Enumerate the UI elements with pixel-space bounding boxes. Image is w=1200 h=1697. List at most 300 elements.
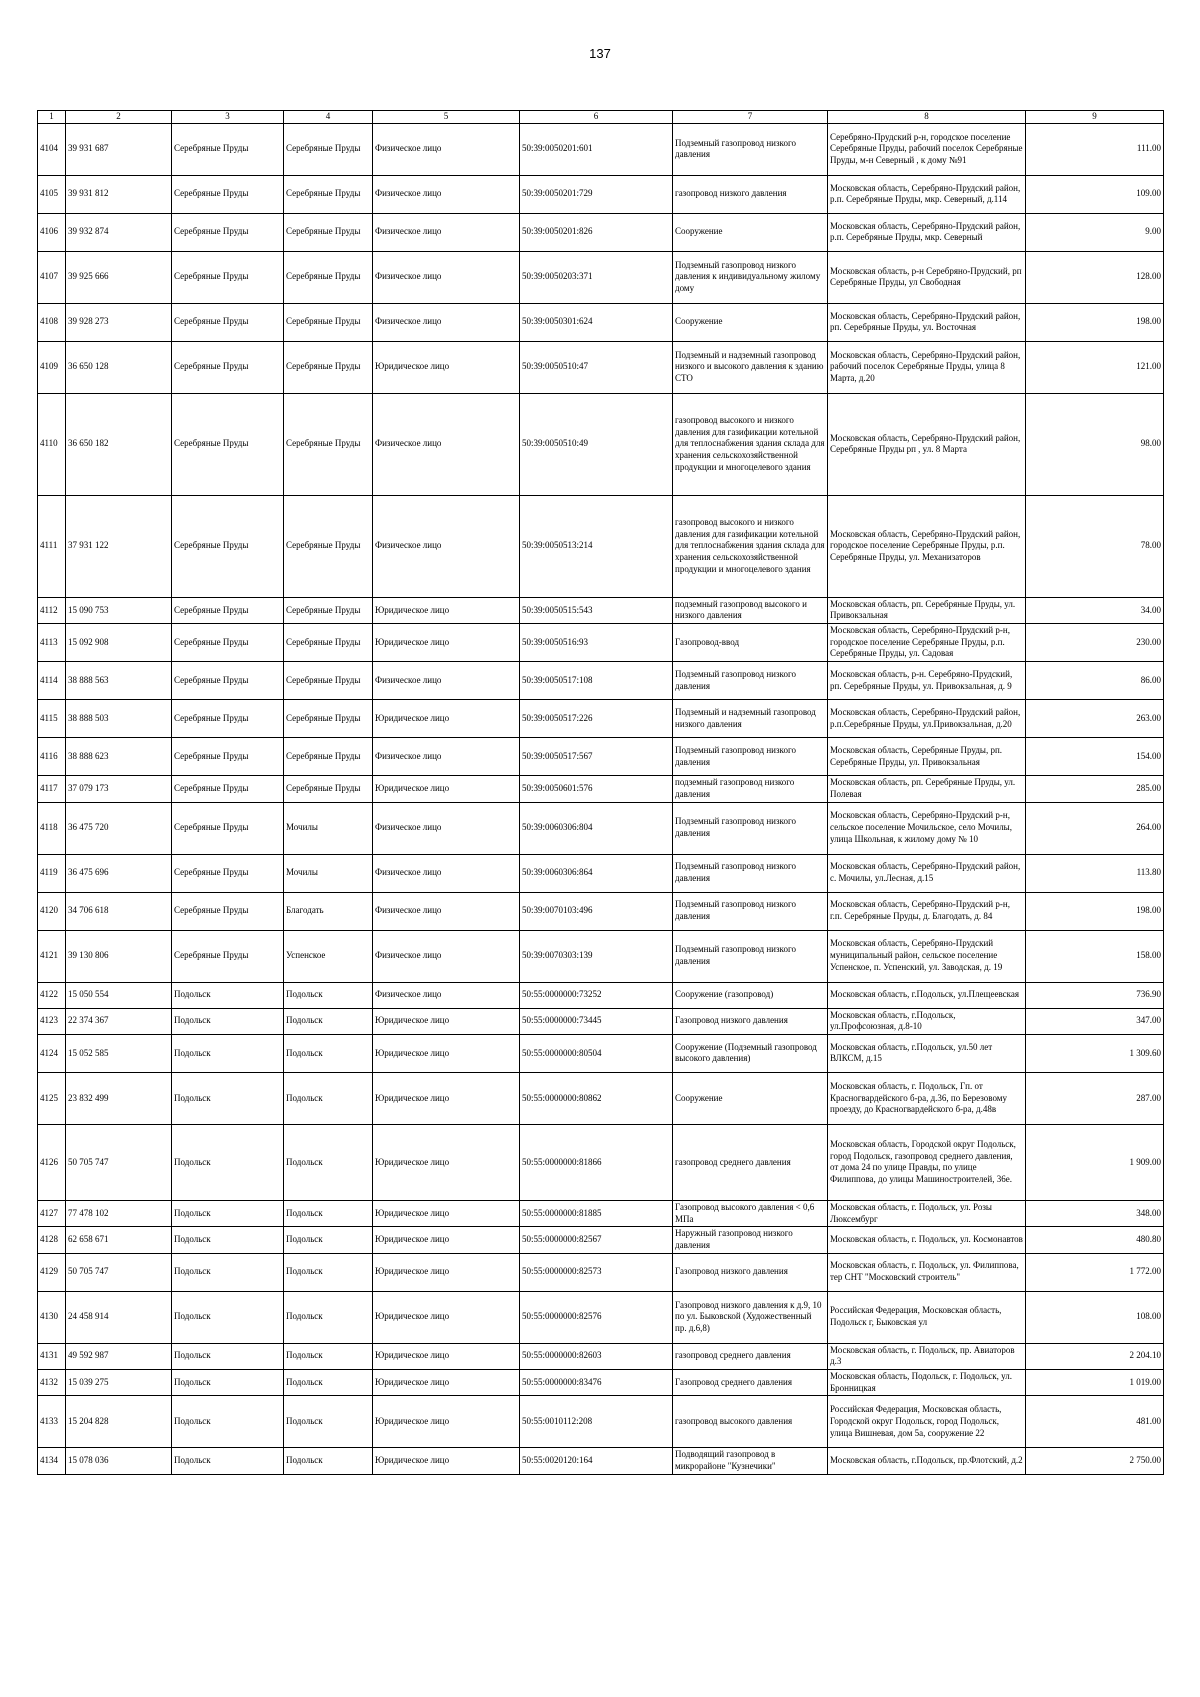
cadastral-number-cell: 50:39:0050601:576 (520, 776, 673, 802)
table-row (38, 1072, 1164, 1124)
object-description-cell: газопровод низкого давления (673, 175, 828, 213)
owner-type-cell: Юридическое лицо (373, 624, 520, 662)
length-cell: 78.00 (1026, 495, 1164, 597)
settlement-cell: Подольск (284, 1124, 373, 1200)
table-row (38, 1291, 1164, 1343)
cadastral-number-cell: 50:55:0000000:82603 (520, 1343, 673, 1369)
length-cell: 1 772.00 (1026, 1253, 1164, 1291)
object-code-cell: 15 204 828 (66, 1396, 172, 1448)
cadastral-number-cell: 50:55:0000000:80862 (520, 1072, 673, 1124)
object-description-cell: Подземный и надземный газопровод низкого и высокого давления к зданию СТО (673, 341, 828, 393)
district-cell: Серебряные Пруды (172, 854, 284, 892)
table-row (38, 624, 1164, 662)
cadastral-number-cell: 50:55:0020120:164 (520, 1448, 673, 1474)
length-cell: 1 909.00 (1026, 1124, 1164, 1200)
district-cell: Серебряные Пруды (172, 597, 284, 623)
district-cell: Подольск (172, 1370, 284, 1396)
owner-type-cell: Физическое лицо (373, 495, 520, 597)
address-cell: Московская область, г. Подольск, ул. Филиппова, тер СНТ "Московский строитель" (828, 1253, 1026, 1291)
settlement-cell: Успенское (284, 930, 373, 982)
object-description-cell: Газопровод высокого давления < 0,6 МПа (673, 1200, 828, 1226)
cadastral-number-cell: 50:39:0050510:49 (520, 393, 673, 495)
address-cell: Российская Федерация, Московская область, Подольск г, Быковская ул (828, 1291, 1026, 1343)
table-row (38, 1370, 1164, 1396)
column-header: 6 (520, 111, 673, 124)
settlement-cell: Серебряные Пруды (284, 700, 373, 738)
settlement-cell: Серебряные Пруды (284, 175, 373, 213)
address-cell: Московская область, Городской округ Подольск, город Подольск, газопровод среднего давления, от дома 24 по улице Правды, по улице Филиппова, до улицы Машиностроителей, 36е. (828, 1124, 1026, 1200)
object-code-cell: 34 706 618 (66, 892, 172, 930)
object-code-cell: 15 090 753 (66, 597, 172, 623)
object-description-cell: Подземный газопровод низкого давления (673, 662, 828, 700)
object-description-cell: Подземный газопровод низкого давления (673, 930, 828, 982)
cadastral-number-cell: 50:39:0050515:543 (520, 597, 673, 623)
object-description-cell: Сооружение (673, 1072, 828, 1124)
length-cell: 285.00 (1026, 776, 1164, 802)
length-cell: 34.00 (1026, 597, 1164, 623)
table-row (38, 1034, 1164, 1072)
object-code-cell: 15 050 554 (66, 982, 172, 1008)
column-header: 3 (172, 111, 284, 124)
object-code-cell: 38 888 623 (66, 738, 172, 776)
table-row (38, 776, 1164, 802)
object-code-cell: 39 931 812 (66, 175, 172, 213)
owner-type-cell: Юридическое лицо (373, 1008, 520, 1034)
row-number-cell: 4132 (38, 1370, 66, 1396)
cadastral-number-cell: 50:55:0000000:82567 (520, 1227, 673, 1253)
owner-type-cell: Юридическое лицо (373, 1124, 520, 1200)
table-row (38, 700, 1164, 738)
table-row (38, 1448, 1164, 1474)
settlement-cell: Благодать (284, 892, 373, 930)
cadastral-number-cell: 50:39:0050517:567 (520, 738, 673, 776)
district-cell: Серебряные Пруды (172, 393, 284, 495)
settlement-cell: Серебряные Пруды (284, 251, 373, 303)
district-cell: Серебряные Пруды (172, 495, 284, 597)
address-cell: Московская область, Подольск, г. Подольск, ул. Бронницкая (828, 1370, 1026, 1396)
object-description-cell: газопровод высокого и низкого давления для газификации котельной для теплоснабжения здания склада для хранения сельскохозяйственной продукции и многоцелевого здания (673, 393, 828, 495)
object-description-cell: Подземный газопровод низкого давления к индивидуальному жилому дому (673, 251, 828, 303)
table-row (38, 393, 1164, 495)
object-code-cell: 37 079 173 (66, 776, 172, 802)
column-header: 1 (38, 111, 66, 124)
owner-type-cell: Физическое лицо (373, 892, 520, 930)
row-number-cell: 4116 (38, 738, 66, 776)
cadastral-number-cell: 50:39:0050517:226 (520, 700, 673, 738)
row-number-cell: 4112 (38, 597, 66, 623)
column-header: 7 (673, 111, 828, 124)
settlement-cell: Серебряные Пруды (284, 393, 373, 495)
length-cell: 480.80 (1026, 1227, 1164, 1253)
object-code-cell: 37 931 122 (66, 495, 172, 597)
cadastral-number-cell: 50:39:0050516:93 (520, 624, 673, 662)
owner-type-cell: Физическое лицо (373, 738, 520, 776)
object-code-cell: 50 705 747 (66, 1253, 172, 1291)
cadastral-number-cell: 50:55:0000000:81885 (520, 1200, 673, 1226)
owner-type-cell: Юридическое лицо (373, 1227, 520, 1253)
district-cell: Серебряные Пруды (172, 213, 284, 251)
table-row (38, 341, 1164, 393)
object-code-cell: 15 052 585 (66, 1034, 172, 1072)
cadastral-number-cell: 50:39:0050201:729 (520, 175, 673, 213)
row-number-cell: 4128 (38, 1227, 66, 1253)
length-cell: 128.00 (1026, 251, 1164, 303)
object-code-cell: 39 130 806 (66, 930, 172, 982)
length-cell: 98.00 (1026, 393, 1164, 495)
address-cell: Московская область, Серебряно-Прудский район, рп. Серебряные Пруды, ул. Восточная (828, 303, 1026, 341)
object-code-cell: 77 478 102 (66, 1200, 172, 1226)
page-number: 137 (589, 46, 611, 61)
object-description-cell: Подземный газопровод низкого давления (673, 854, 828, 892)
length-cell: 113.80 (1026, 854, 1164, 892)
address-cell: Московская область, Серебряно-Прудский район, р.п.Серебряные Пруды, ул.Привокзальная, д.20 (828, 700, 1026, 738)
owner-type-cell: Физическое лицо (373, 251, 520, 303)
address-cell: Московская область, Серебряно-Прудский район, с. Мочилы, ул.Лесная, д.15 (828, 854, 1026, 892)
column-header: 5 (373, 111, 520, 124)
row-number-cell: 4131 (38, 1343, 66, 1369)
district-cell: Подольск (172, 1034, 284, 1072)
settlement-cell: Подольск (284, 1072, 373, 1124)
object-description-cell: Газопровод низкого давления к д.9, 10 по ул. Быковской (Художественный пр. д.6,8) (673, 1291, 828, 1343)
object-description-cell: Сооружение (673, 303, 828, 341)
settlement-cell: Подольск (284, 1008, 373, 1034)
district-cell: Подольск (172, 1227, 284, 1253)
object-code-cell: 23 832 499 (66, 1072, 172, 1124)
object-description-cell: Сооружение (673, 213, 828, 251)
owner-type-cell: Физическое лицо (373, 854, 520, 892)
cadastral-number-cell: 50:39:0060306:804 (520, 802, 673, 854)
table-row (38, 597, 1164, 623)
object-code-cell: 15 039 275 (66, 1370, 172, 1396)
object-description-cell: Подземный газопровод низкого давления (673, 738, 828, 776)
district-cell: Серебряные Пруды (172, 776, 284, 802)
object-description-cell: газопровод среднего давления (673, 1124, 828, 1200)
owner-type-cell: Юридическое лицо (373, 1034, 520, 1072)
owner-type-cell: Юридическое лицо (373, 776, 520, 802)
row-number-cell: 4122 (38, 982, 66, 1008)
length-cell: 348.00 (1026, 1200, 1164, 1226)
row-number-cell: 4126 (38, 1124, 66, 1200)
table-row (38, 892, 1164, 930)
table-row (38, 1200, 1164, 1226)
settlement-cell: Мочилы (284, 802, 373, 854)
address-cell: Московская область, Серебряно-Прудский район, городское поселение Серебряные Пруды, р.п. Серебряные Пруды, ул. Механизаторов (828, 495, 1026, 597)
object-code-cell: 39 925 666 (66, 251, 172, 303)
object-code-cell: 15 078 036 (66, 1448, 172, 1474)
district-cell: Серебряные Пруды (172, 175, 284, 213)
length-cell: 2 750.00 (1026, 1448, 1164, 1474)
cadastral-number-cell: 50:39:0050203:371 (520, 251, 673, 303)
owner-type-cell: Юридическое лицо (373, 1370, 520, 1396)
object-code-cell: 36 475 696 (66, 854, 172, 892)
table-row (38, 854, 1164, 892)
district-cell: Подольск (172, 1291, 284, 1343)
owner-type-cell: Юридическое лицо (373, 1396, 520, 1448)
object-description-cell: Подземный газопровод низкого давления (673, 802, 828, 854)
owner-type-cell: Юридическое лицо (373, 341, 520, 393)
row-number-cell: 4117 (38, 776, 66, 802)
length-cell: 2 204.10 (1026, 1343, 1164, 1369)
object-code-cell: 38 888 503 (66, 700, 172, 738)
row-number-cell: 4127 (38, 1200, 66, 1226)
settlement-cell: Подольск (284, 1253, 373, 1291)
settlement-cell: Серебряные Пруды (284, 776, 373, 802)
length-cell: 736.90 (1026, 982, 1164, 1008)
settlement-cell: Подольск (284, 1200, 373, 1226)
length-cell: 347.00 (1026, 1008, 1164, 1034)
address-cell: Серебряно-Прудский р-н, городское поселение Серебряные Пруды, рабочий поселок Серебряные Пруды, м-н Северный , к дому №91 (828, 123, 1026, 175)
district-cell: Подольск (172, 1253, 284, 1291)
district-cell: Серебряные Пруды (172, 251, 284, 303)
address-cell: Московская область, Серебряно-Прудский район, р.п. Серебряные Пруды, мкр. Северный (828, 213, 1026, 251)
cadastral-number-cell: 50:55:0000000:82573 (520, 1253, 673, 1291)
object-code-cell: 24 458 914 (66, 1291, 172, 1343)
settlement-cell: Серебряные Пруды (284, 303, 373, 341)
object-description-cell: Газопровод среднего давления (673, 1370, 828, 1396)
district-cell: Серебряные Пруды (172, 303, 284, 341)
table-row (38, 495, 1164, 597)
object-description-cell: Подводящий газопровод в микрорайоне "Кузнечики" (673, 1448, 828, 1474)
table-row (38, 1396, 1164, 1448)
table-row (38, 802, 1164, 854)
cadastral-number-cell: 50:39:0050510:47 (520, 341, 673, 393)
settlement-cell: Серебряные Пруды (284, 662, 373, 700)
cadastral-number-cell: 50:39:0050513:214 (520, 495, 673, 597)
length-cell: 230.00 (1026, 624, 1164, 662)
table-row (38, 213, 1164, 251)
length-cell: 158.00 (1026, 930, 1164, 982)
settlement-cell: Подольск (284, 1370, 373, 1396)
cadastral-number-cell: 50:39:0060306:864 (520, 854, 673, 892)
district-cell: Серебряные Пруды (172, 700, 284, 738)
district-cell: Серебряные Пруды (172, 662, 284, 700)
owner-type-cell: Физическое лицо (373, 802, 520, 854)
object-description-cell: Газопровод низкого давления (673, 1008, 828, 1034)
cadastral-number-cell: 50:39:0070303:139 (520, 930, 673, 982)
object-description-cell: подземный газопровод низкого давления (673, 776, 828, 802)
header-row (38, 111, 1164, 124)
row-number-cell: 4109 (38, 341, 66, 393)
row-number-cell: 4134 (38, 1448, 66, 1474)
cadastral-number-cell: 50:39:0050201:826 (520, 213, 673, 251)
cadastral-number-cell: 50:55:0010112:208 (520, 1396, 673, 1448)
object-code-cell: 62 658 671 (66, 1227, 172, 1253)
district-cell: Серебряные Пруды (172, 738, 284, 776)
district-cell: Серебряные Пруды (172, 930, 284, 982)
length-cell: 154.00 (1026, 738, 1164, 776)
table-row (38, 982, 1164, 1008)
length-cell: 86.00 (1026, 662, 1164, 700)
address-cell: Московская область, рп. Серебряные Пруды, ул. Привокзальная (828, 597, 1026, 623)
settlement-cell: Мочилы (284, 854, 373, 892)
column-header: 2 (66, 111, 172, 124)
row-number-cell: 4108 (38, 303, 66, 341)
column-header: 8 (828, 111, 1026, 124)
object-code-cell: 39 932 874 (66, 213, 172, 251)
table-row (38, 1227, 1164, 1253)
owner-type-cell: Физическое лицо (373, 930, 520, 982)
length-cell: 287.00 (1026, 1072, 1164, 1124)
address-cell: Московская область, рп. Серебряные Пруды, ул. Полевая (828, 776, 1026, 802)
table-row (38, 123, 1164, 175)
object-description-cell: газопровод среднего давления (673, 1343, 828, 1369)
length-cell: 1 019.00 (1026, 1370, 1164, 1396)
object-code-cell: 39 928 273 (66, 303, 172, 341)
object-description-cell: Сооружение (Подземный газопровод высокого давления) (673, 1034, 828, 1072)
column-header: 9 (1026, 111, 1164, 124)
address-cell: Московская область, Серебряно-Прудский район, р.п. Серебряные Пруды, мкр. Северный, д.114 (828, 175, 1026, 213)
row-number-cell: 4113 (38, 624, 66, 662)
row-number-cell: 4110 (38, 393, 66, 495)
table-header (38, 111, 1164, 124)
address-cell: Московская область, г.Подольск, пр.Флотский, д.2 (828, 1448, 1026, 1474)
row-number-cell: 4115 (38, 700, 66, 738)
length-cell: 264.00 (1026, 802, 1164, 854)
address-cell: Московская область, Серебряно-Прудский район, рабочий поселок Серебряные Пруды, улица 8 Марта, д.20 (828, 341, 1026, 393)
cadastral-number-cell: 50:55:0000000:83476 (520, 1370, 673, 1396)
owner-type-cell: Физическое лицо (373, 303, 520, 341)
settlement-cell: Серебряные Пруды (284, 495, 373, 597)
owner-type-cell: Физическое лицо (373, 213, 520, 251)
settlement-cell: Серебряные Пруды (284, 341, 373, 393)
table-row (38, 662, 1164, 700)
object-code-cell: 36 650 128 (66, 341, 172, 393)
address-cell: Московская область, г.Подольск, ул.Плещеевская (828, 982, 1026, 1008)
object-description-cell: Наружный газопровод низкого давления (673, 1227, 828, 1253)
settlement-cell: Серебряные Пруды (284, 624, 373, 662)
district-cell: Подольск (172, 1008, 284, 1034)
object-description-cell: подземный газопровод высокого и низкого давления (673, 597, 828, 623)
length-cell: 111.00 (1026, 123, 1164, 175)
address-cell: Московская область, г. Подольск, ул. Розы Люксембург (828, 1200, 1026, 1226)
district-cell: Серебряные Пруды (172, 341, 284, 393)
cadastral-number-cell: 50:55:0000000:73445 (520, 1008, 673, 1034)
address-cell: Московская область, Серебряные Пруды, рп. Серебряные Пруды, ул. Привокзальная (828, 738, 1026, 776)
owner-type-cell: Физическое лицо (373, 393, 520, 495)
cadastral-number-cell: 50:39:0050301:624 (520, 303, 673, 341)
owner-type-cell: Юридическое лицо (373, 1343, 520, 1369)
owner-type-cell: Физическое лицо (373, 982, 520, 1008)
row-number-cell: 4118 (38, 802, 66, 854)
settlement-cell: Серебряные Пруды (284, 123, 373, 175)
settlement-cell: Подольск (284, 1396, 373, 1448)
address-cell: Московская область, Серебряно-Прудский р-н, сельское поселение Мочильское, село Мочилы, улица Школьная, к жилому дому № 10 (828, 802, 1026, 854)
owner-type-cell: Юридическое лицо (373, 1448, 520, 1474)
length-cell: 198.00 (1026, 303, 1164, 341)
length-cell: 198.00 (1026, 892, 1164, 930)
district-cell: Подольск (172, 1343, 284, 1369)
table-body (38, 123, 1164, 1474)
address-cell: Московская область, г. Подольск, пр. Авиаторов д.3 (828, 1343, 1026, 1369)
district-cell: Серебряные Пруды (172, 624, 284, 662)
object-code-cell: 39 931 687 (66, 123, 172, 175)
table-row (38, 1343, 1164, 1369)
length-cell: 109.00 (1026, 175, 1164, 213)
table-row (38, 1253, 1164, 1291)
address-cell: Московская область, р-н Серебряно-Прудский, рп Серебряные Пруды, ул Свободная (828, 251, 1026, 303)
table-row (38, 1008, 1164, 1034)
owner-type-cell: Физическое лицо (373, 662, 520, 700)
cadastral-number-cell: 50:55:0000000:82576 (520, 1291, 673, 1343)
address-cell: Московская область, Серебряно-Прудский район, Серебряные Пруды рп , ул. 8 Марта (828, 393, 1026, 495)
table-row (38, 175, 1164, 213)
owner-type-cell: Физическое лицо (373, 123, 520, 175)
settlement-cell: Подольск (284, 1343, 373, 1369)
column-header: 4 (284, 111, 373, 124)
table-row (38, 251, 1164, 303)
length-cell: 1 309.60 (1026, 1034, 1164, 1072)
settlement-cell: Серебряные Пруды (284, 213, 373, 251)
address-cell: Московская область, г.Подольск, ул.Профсоюзная, д.8-10 (828, 1008, 1026, 1034)
owner-type-cell: Юридическое лицо (373, 1072, 520, 1124)
district-cell: Серебряные Пруды (172, 802, 284, 854)
settlement-cell: Подольск (284, 1227, 373, 1253)
length-cell: 263.00 (1026, 700, 1164, 738)
owner-type-cell: Юридическое лицо (373, 700, 520, 738)
settlement-cell: Серебряные Пруды (284, 738, 373, 776)
object-code-cell: 15 092 908 (66, 624, 172, 662)
district-cell: Подольск (172, 1200, 284, 1226)
address-cell: Московская область, Серебряно-Прудский р-н, городское поселение Серебряные Пруды, р.п. Серебряные Пруды, ул. Садовая (828, 624, 1026, 662)
row-number-cell: 4130 (38, 1291, 66, 1343)
object-description-cell: Подземный и надземный газопровод низкого давления (673, 700, 828, 738)
object-description-cell: Подземный газопровод низкого давления (673, 892, 828, 930)
row-number-cell: 4133 (38, 1396, 66, 1448)
row-number-cell: 4111 (38, 495, 66, 597)
settlement-cell: Серебряные Пруды (284, 597, 373, 623)
cadastral-number-cell: 50:39:0050517:108 (520, 662, 673, 700)
owner-type-cell: Юридическое лицо (373, 1291, 520, 1343)
row-number-cell: 4123 (38, 1008, 66, 1034)
owner-type-cell: Юридическое лицо (373, 597, 520, 623)
row-number-cell: 4124 (38, 1034, 66, 1072)
address-cell: Московская область, г. Подольск, Гп. от Красногвардейского б-ра, д.36, по Березовому проезду, до Красногвардейского б-ра, д.48в (828, 1072, 1026, 1124)
district-cell: Подольск (172, 1072, 284, 1124)
address-cell: Российская Федерация, Московская область, Городской округ Подольск, город Подольск, улица Вишневая, дом 5а, сооружение 22 (828, 1396, 1026, 1448)
table-row (38, 1124, 1164, 1200)
length-cell: 108.00 (1026, 1291, 1164, 1343)
address-cell: Московская область, г.Подольск, ул.50 лет ВЛКСМ, д.15 (828, 1034, 1026, 1072)
row-number-cell: 4106 (38, 213, 66, 251)
length-cell: 121.00 (1026, 341, 1164, 393)
object-code-cell: 36 650 182 (66, 393, 172, 495)
cadastral-number-cell: 50:39:0070103:496 (520, 892, 673, 930)
object-code-cell: 38 888 563 (66, 662, 172, 700)
cadastral-number-cell: 50:39:0050201:601 (520, 123, 673, 175)
settlement-cell: Подольск (284, 1034, 373, 1072)
settlement-cell: Подольск (284, 1448, 373, 1474)
address-cell: Московская область, г. Подольск, ул. Космонавтов (828, 1227, 1026, 1253)
object-code-cell: 22 374 367 (66, 1008, 172, 1034)
object-code-cell: 49 592 987 (66, 1343, 172, 1369)
row-number-cell: 4129 (38, 1253, 66, 1291)
length-cell: 9.00 (1026, 213, 1164, 251)
object-code-cell: 36 475 720 (66, 802, 172, 854)
owner-type-cell: Физическое лицо (373, 175, 520, 213)
owner-type-cell: Юридическое лицо (373, 1200, 520, 1226)
table-row (38, 738, 1164, 776)
row-number-cell: 4105 (38, 175, 66, 213)
row-number-cell: 4114 (38, 662, 66, 700)
settlement-cell: Подольск (284, 982, 373, 1008)
address-cell: Московская область, р-н. Серебряно-Прудский, рп. Серебряные Пруды, ул. Привокзальная, д. 9 (828, 662, 1026, 700)
row-number-cell: 4125 (38, 1072, 66, 1124)
object-description-cell: Газопровод-ввод (673, 624, 828, 662)
district-cell: Подольск (172, 1448, 284, 1474)
row-number-cell: 4107 (38, 251, 66, 303)
object-description-cell: газопровод высокого и низкого давления для газификации котельной для теплоснабжения здания склада для хранения сельскохозяйственной продукции и многоцелевого здания (673, 495, 828, 597)
table-row (38, 303, 1164, 341)
